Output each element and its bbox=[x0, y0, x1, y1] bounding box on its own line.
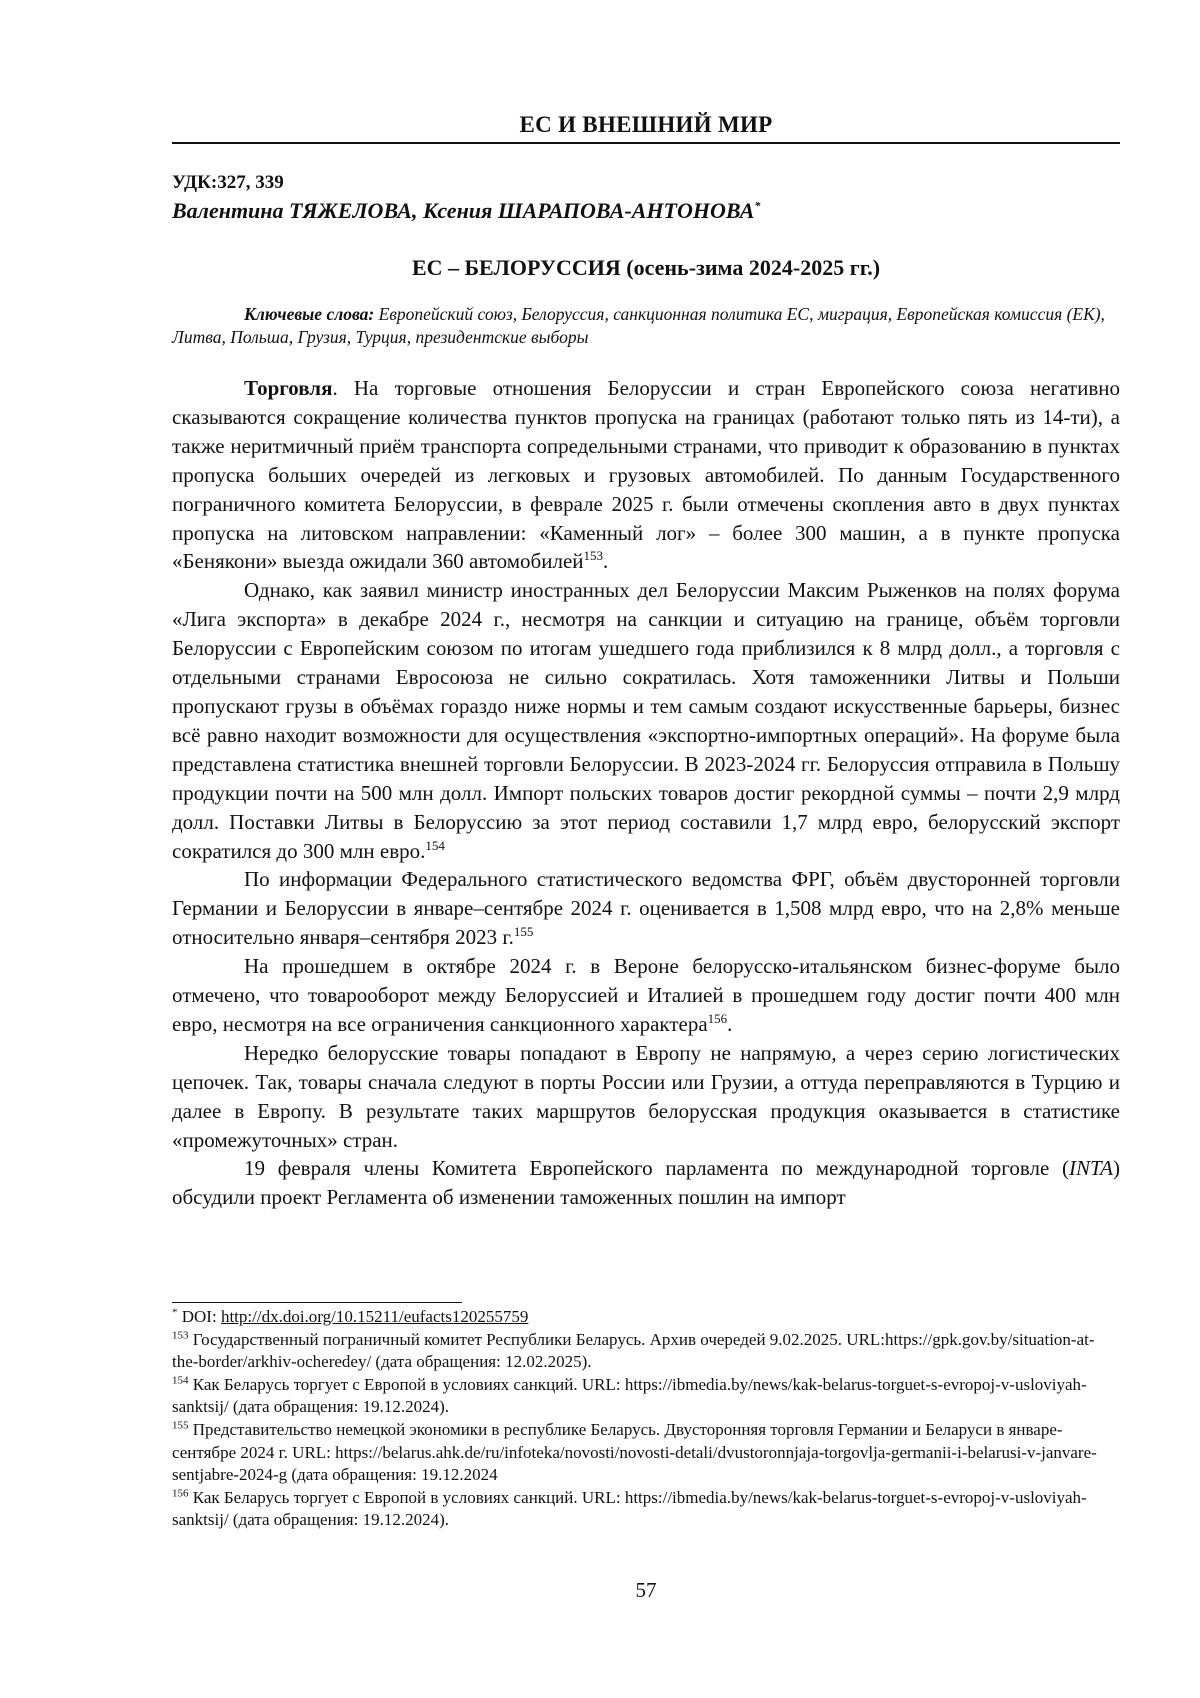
udk-code: УДК:327, 339 bbox=[172, 172, 284, 193]
footnote-text: Как Беларусь торгует с Европой в условиях санкций. URL: https://ibmedia.by/news/kak-belarus-torguet-s-evropoj-v-usloviyah-sanktsij/ (дата обращения: 19.12.2024). bbox=[172, 1487, 1087, 1530]
keywords bbox=[172, 303, 1120, 349]
paragraph bbox=[172, 576, 1120, 865]
paragraph-text: Нередко белорусские товары попадают в Европу не напрямую, а через серию логистических цепочек. Так, товары сначала следуют в порты России или Грузии, а оттуда переправляются в Турцию и далее в Европу. В результате таких маршрутов белорусская продукция оказывается в статистике «промежуточных» стран. bbox=[172, 1040, 1120, 1152]
footnote-divider bbox=[172, 1302, 462, 1303]
page-number: 57 bbox=[635, 1578, 657, 1602]
keywords-text: Европейский союз, Белоруссия, санкционная политика ЕС, миграция, Европейская комиссия (ЕК), Литва, Польша, Грузия, Турция, президентские выборы bbox=[172, 304, 1105, 347]
footnote-doi bbox=[172, 1306, 1120, 1329]
footnote-mark: 156 bbox=[172, 1487, 189, 1500]
article-title: ЕС – БЕЛОРУССИЯ (осень-зима 2024-2025 гг.) bbox=[411, 255, 881, 280]
footnote-ref-153[interactable]: 153 bbox=[583, 548, 604, 564]
paragraph-text: По информации Федерального статистического ведомства ФРГ, объём двусторонней торговли Германии и Белоруссии в январе–сентябре 2024 г. оценивается в 1,508 млрд евро, что на 2,8% меньше относительно января–сентября 2023 г. bbox=[172, 867, 1120, 950]
footnote-mark: 154 bbox=[172, 1374, 189, 1387]
footnote-ref-156[interactable]: 156 bbox=[707, 1010, 728, 1026]
footnote-text: Представительство немецкой экономики в республике Беларусь. Двусторонняя торговля Германии и Беларуси в январе-сентябре 2024 г. URL: https://belarus.ahk.de/ru/infoteka/novosti/novosti-detali/dvustoronnjaja-torgovlja-germanii-i-belarusi-v-janvare-sentjabre-2024-g (дата обращения: 19.12.2024 bbox=[172, 1419, 1097, 1485]
keywords-label: Ключевые слова: bbox=[244, 304, 375, 324]
paragraph bbox=[172, 952, 1120, 1039]
footnote-153 bbox=[172, 1329, 1120, 1374]
footnote-156 bbox=[172, 1487, 1120, 1532]
section-header: ЕС И ВНЕШНИЙ МИР bbox=[519, 112, 773, 137]
footnote-ref-154[interactable]: 154 bbox=[425, 837, 445, 853]
paragraph-end: . bbox=[603, 549, 609, 574]
paragraph-text: Однако, как заявил министр иностранных дел Белоруссии Максим Рыженков на полях форума «Лига экспорта» в декабре 2024 г., несмотря на санкции и ситуацию на границе, объём торговли Белоруссии с Европейским союзом по итогам ушедшего года приблизился к 8 млрд долл., а торговля с отдельными странами Евросоюза не сильно сократилась. Хотя таможенники Литвы и Польши пропускают грузы в объёмах гораздо ниже нормы и тем самым создают искусственные барьеры, бизнес всё равно находит возможности для осуществления «экспортно-импортных операций». На форуме была представлена статистика внешней торговли Белоруссии. В 2023-2024 гг. Белоруссия отправила в Польшу продукции почти на 500 млн долл. Импорт польских товаров достиг рекордной суммы – почти 2,9 млрд долл. Поставки Литвы в Белоруссию за этот период составили 1,7 млрд евро, белорусский экспорт сократился до 300 млн евро. bbox=[172, 578, 1120, 863]
paragraph-text: ) обсудили проект Регламента об изменении таможенных пошлин на импорт bbox=[172, 1156, 1120, 1210]
paragraph-trade bbox=[172, 374, 1120, 576]
committee-abbrev: INTA bbox=[1069, 1156, 1113, 1181]
header-rule bbox=[172, 142, 1120, 144]
paragraph bbox=[172, 1039, 1120, 1155]
paragraph bbox=[172, 1154, 1120, 1212]
footnote-154 bbox=[172, 1374, 1120, 1419]
footnotes bbox=[172, 1306, 1120, 1532]
paragraph-text: . На торговые отношения Белоруссии и стран Европейского союза негативно сказываются сокращение количества пунктов пропуска на границах (работают только пять из 14-ти), а также неритмичный приём транспорта сопредельными странами, что приводит к образованию в пунктах пропуска больших очередей из легковых и грузовых автомобилей. По данным Государственного пограничного комитета Белоруссии, в феврале 2025 г. были отмечены скопления авто в двух пунктах пропуска на литовском направлении: «Каменный лог» – более 300 машин, а в пункте пропуска «Бенякони» выезда ожидали 360 автомобилей bbox=[172, 376, 1120, 574]
footnote-text: Как Беларусь торгует с Европой в условиях санкций. URL: https://ibmedia.by/news/kak-belarus-torguet-s-evropoj-v-usloviyah-sanktsij/ (дата обращения: 19.12.2024). bbox=[172, 1374, 1087, 1417]
paragraph-text: 19 февраля члены Комитета Европейского парламента по международной торговле ( bbox=[244, 1156, 1070, 1181]
paragraph-text: На прошедшем в октябре 2024 г. в Вероне белорусско-итальянском бизнес-форуме было отмечено, что товарооборот между Белоруссией и Италией в прошедшем году достиг почти 400 млн евро, несмотря на все ограничения санкционного характера bbox=[172, 954, 1120, 1036]
doi-link[interactable]: http://dx.doi.org/10.15211/eufacts120255759 bbox=[220, 1307, 529, 1326]
footnote-mark: 153 bbox=[172, 1328, 189, 1341]
footnote-prefix: DOI: bbox=[177, 1307, 221, 1326]
authors bbox=[172, 198, 760, 224]
footnote-155 bbox=[172, 1419, 1120, 1487]
footnote-ref-155[interactable]: 155 bbox=[513, 924, 534, 940]
footnote-text: Государственный пограничный комитет Республики Беларусь. Архив очередей 9.02.2025. URL:https://gpk.gov.by/situation-at-the-border/arkhiv-ocheredey/ (дата обращения: 12.02.2025). bbox=[172, 1329, 1095, 1372]
article-body bbox=[172, 374, 1120, 1212]
paragraph bbox=[172, 865, 1120, 952]
paragraph-lead: Торговля bbox=[244, 376, 333, 400]
authors-names: Валентина ТЯЖЕЛОВА, Ксения ШАРАПОВА-АНТОНОВА bbox=[172, 198, 755, 223]
footnote-mark: * bbox=[172, 1306, 178, 1319]
paragraph-end: . bbox=[727, 1011, 733, 1036]
footnote-mark: 155 bbox=[172, 1419, 189, 1432]
author-footnote-mark: * bbox=[754, 198, 761, 213]
